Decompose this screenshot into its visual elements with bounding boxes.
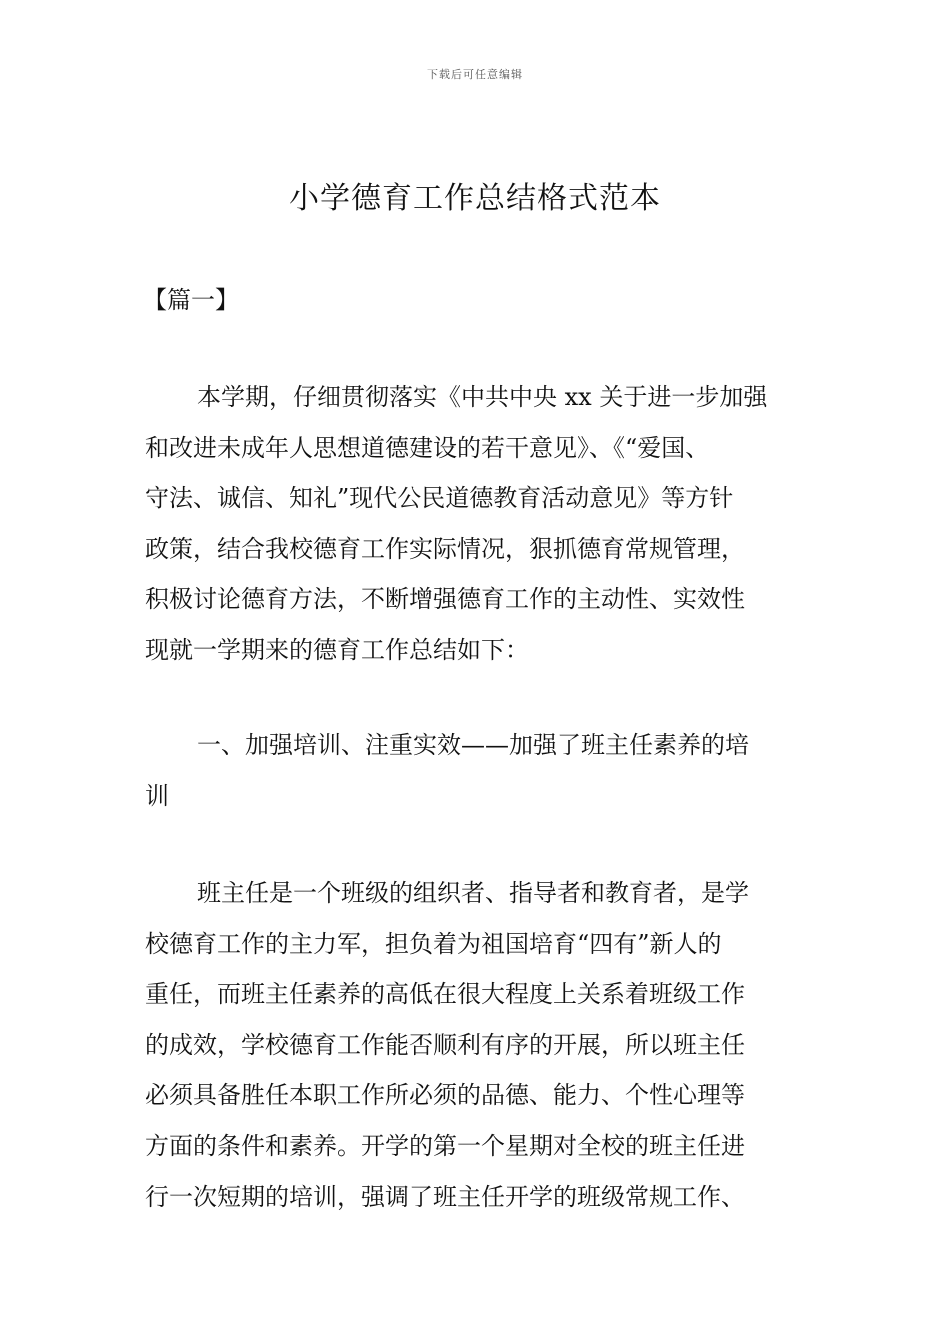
- section-heading: [145, 720, 807, 821]
- paragraph-line: 本学期，仔细贯彻落实《中共中央 xx 关于进一步加强: [197, 383, 768, 411]
- paragraph-line: 校德育工作的主力军，担负着为祖国培育“四有”新人的: [145, 929, 722, 958]
- section-label: 【篇一】: [143, 286, 239, 314]
- header-note: 下载后可任意编辑: [427, 68, 523, 81]
- paragraph-line: 和改进未成年人思想道德建设的若干意见》、《“爱国、: [145, 433, 710, 462]
- paragraph-line: 行一次短期的培训，强调了班主任开学的班级常规工作、: [145, 1182, 745, 1211]
- body-paragraph: [145, 868, 807, 1222]
- paragraph-line: 必须具备胜任本职工作所必须的品德、能力、个性心理等: [145, 1081, 745, 1110]
- paragraph-line: 守法、诚信、知礼”现代公民道德教育活动意见》等方针: [145, 484, 734, 513]
- paragraph-line: 重任，而班主任素养的高低在很大程度上关系着班级工作: [145, 980, 745, 1009]
- paragraph-line: 政策，结合我校德育工作实际情况，狠抓德育常规管理，: [145, 534, 745, 563]
- paragraph-line: 方面的条件和素养。开学的第一个星期对全校的班主任进: [145, 1131, 745, 1160]
- paragraph-line: 积极讨论德育方法，不断增强德育工作的主动性、实效性: [145, 585, 745, 614]
- heading-line: 训: [145, 781, 169, 810]
- intro-paragraph: [145, 372, 807, 676]
- paragraph-line: 的成效，学校德育工作能否顺利有序的开展，所以班主任: [145, 1030, 745, 1059]
- heading-line: 一、加强培训、注重实效——加强了班主任素养的培: [197, 731, 749, 759]
- paragraph-line: 现就一学期来的德育工作总结如下：: [145, 635, 529, 664]
- document-title: 小学德育工作总结格式范本: [289, 181, 661, 216]
- paragraph-line: 班主任是一个班级的组织者、指导者和教育者，是学: [197, 879, 749, 907]
